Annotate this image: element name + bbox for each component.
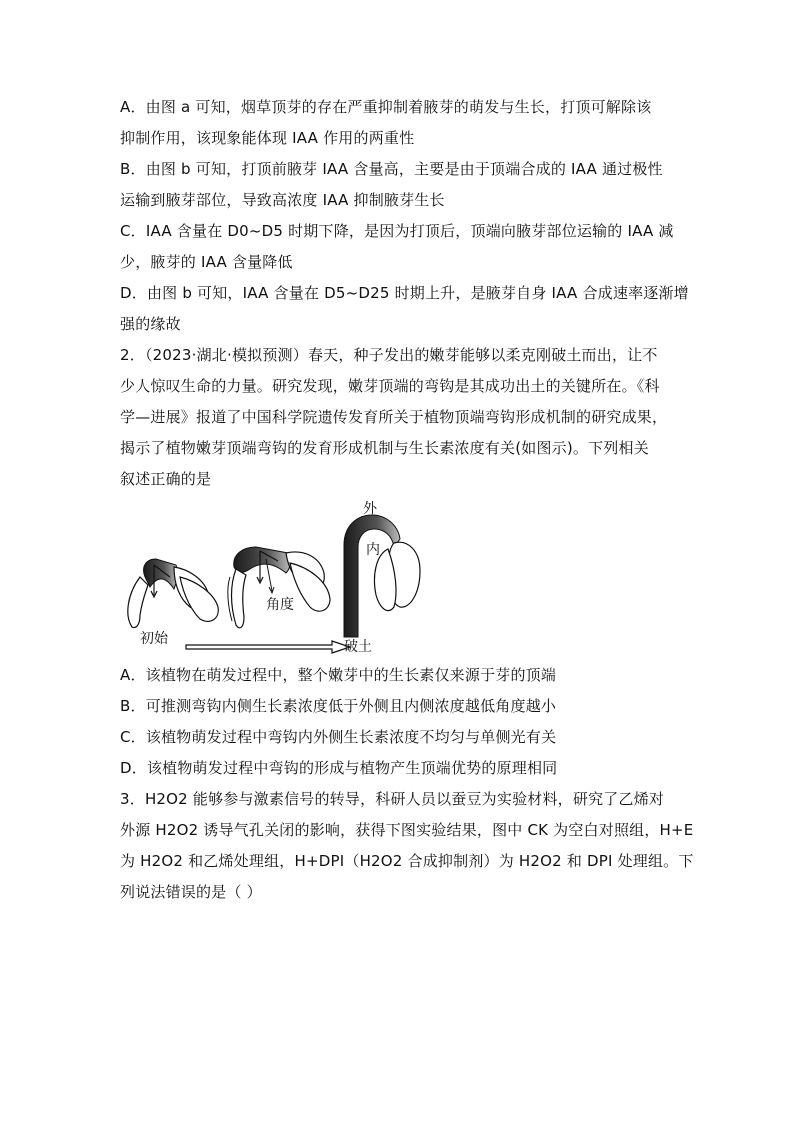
option-c-line-2: 少，腋芽的 IAA 含量降低 <box>120 253 293 271</box>
option-b-line-1: B．由图 b 可知，打顶前腋芽 IAA 含量高，主要是由于顶端合成的 IAA 通过极性 <box>120 160 663 178</box>
option-a-line-1: A．由图 a 可知，烟草顶芽的存在严重抑制着腋芽的萌发与生长，打顶可解除该 <box>120 98 652 116</box>
option-2d-line: D．该植物萌发过程中弯钩的形成与植物产生顶端优势的原理相同 <box>120 759 558 777</box>
option-b-line-2: 运输到腋芽部位，导致高浓度 IAA 抑制腋芽生长 <box>120 191 445 209</box>
label-outer: 外 <box>363 501 377 517</box>
label-initial: 初始 <box>140 631 168 647</box>
option-2b-line: B．可推测弯钩内侧生长素浓度低于外侧且内侧浓度越低角度越小 <box>120 697 557 715</box>
question-3-line-1: 3．H2O2 能够参与激素信号的转导，科研人员以蚕豆为实验材料，研究了乙烯对 <box>120 790 665 808</box>
question-3-line-3: 为 H2O2 和乙烯处理组，H+DPI（H2O2 合成抑制剂）为 H2O2 和 DPI 处理组。下 <box>120 852 694 870</box>
option-d-line-2: 强的缘故 <box>120 315 181 333</box>
label-breaking-soil: 破土 <box>344 639 372 655</box>
label-inner: 内 <box>366 542 380 558</box>
question-3-line-2: 外源 H2O2 诱导气孔关闭的影响，获得下图实验结果，图中 CK 为空白对照组，H+E <box>120 821 694 839</box>
option-2a-line: A．该植物在萌发过程中，整个嫩芽中的生长素仅来源于芽的顶端 <box>120 666 557 684</box>
option-c-line-1: C．IAA 含量在 D0~D5 时期下降，是因为打顶后，顶端向腋芽部位运输的 IAA 减 <box>120 222 674 240</box>
question-2-line-1: 2．（2023·湖北·模拟预测）春天，种子发出的嫩芽能够以柔克刚破土而出，让不 <box>120 346 658 364</box>
question-2-line-5: 叙述正确的是 <box>120 470 212 488</box>
option-2c-line: C．该植物萌发过程中弯钩内外侧生长素浓度不均匀与单侧光有关 <box>120 728 557 746</box>
question-2-line-4: 揭示了植物嫩芽顶端弯钩的发育形成机制与生长素浓度有关(如图示)。下列相关 <box>120 439 649 457</box>
seedling-breaking-soil <box>344 515 420 637</box>
option-d-line-1: D．由图 b 可知，IAA 含量在 D5~D25 时期上升，是腋芽自身 IAA 合成速率逐渐增 <box>120 284 689 302</box>
seedling-angle <box>228 547 330 628</box>
question-3-line-4: 列说法错误的是（ ） <box>120 883 262 901</box>
apical-hook-diagram <box>118 497 448 655</box>
progress-arrow <box>186 641 350 653</box>
seedling-initial <box>128 559 218 628</box>
option-a-line-2: 抑制作用，该现象能体现 IAA 作用的两重性 <box>120 129 415 147</box>
apical-hook-figure <box>118 497 448 655</box>
label-angle: 角度 <box>266 597 294 613</box>
question-2-line-3: 学—进展》报道了中国科学院遗传发育所关于植物顶端弯钩形成机制的研究成果， <box>120 408 668 426</box>
question-2-line-2: 少人惊叹生命的力量。研究发现，嫩芽顶端的弯钩是其成功出土的关键所在。《科 <box>120 377 660 395</box>
